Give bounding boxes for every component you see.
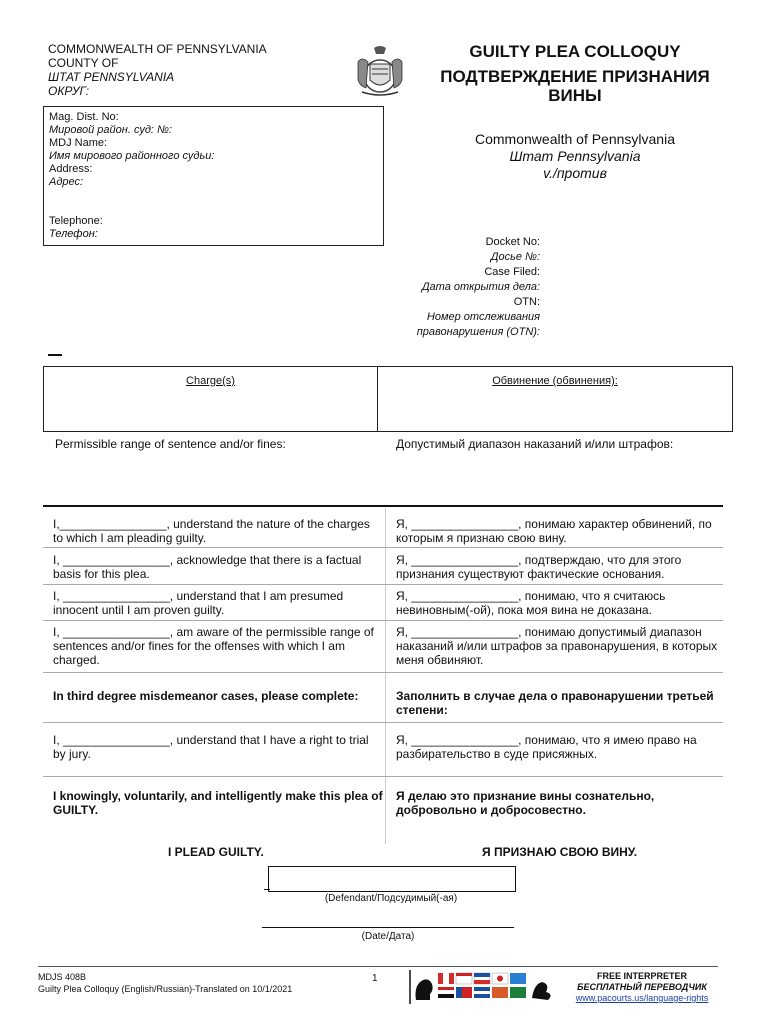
statement-charges-ru[interactable]: Я, ________________, понимаю характер обвинений, по которым я признаю свою вину. <box>396 517 712 545</box>
address-label-ru: Адрес: <box>49 176 84 188</box>
misdemeanor-heading-ru: Заполнить в случае дела о правонарушении третьей степени: <box>396 689 714 717</box>
otn-label-ru-1: Номер отслеживания <box>426 311 540 323</box>
statement-knowingly: I knowingly, voluntarily, and intelligently make this plea of GUILTY. <box>53 789 383 817</box>
form-id: MDJS 408B <box>38 972 87 982</box>
section-rule <box>43 505 723 507</box>
telephone-label: Telephone: <box>49 215 103 227</box>
mag-dist-label: Mag. Dist. No: <box>49 111 119 123</box>
row-separator <box>43 584 723 585</box>
form-footer <box>38 971 292 995</box>
permissible-range-label-ru: Допустимый диапазон наказаний и/или штрафов: <box>396 437 674 451</box>
caption-commonwealth-ru: Штат Pennsylvania <box>509 148 641 164</box>
county-label: COUNTY OF <box>48 56 119 70</box>
mdj-name-label: MDJ Name: <box>49 137 108 149</box>
permissible-range-label: Permissible range of sentence and/or fines: <box>55 437 286 451</box>
court-header <box>48 42 267 98</box>
row-separator <box>43 672 723 673</box>
otn-label: OTN: <box>513 296 540 308</box>
county-label-ru: ОКРУГ: <box>48 84 90 98</box>
case-filed-label: Case Filed: <box>484 266 540 278</box>
statement-jury-trial[interactable]: I, ________________, understand that I have a right to trial by jury. <box>53 733 369 761</box>
page-number: 1 <box>372 973 378 984</box>
statement-presumed-innocent-ru[interactable]: Я, ________________, понимаю, что я считаюсь невиновным(-ой), пока моя вина не доказана. <box>396 589 666 617</box>
interpreter-flags-icon <box>408 970 562 1004</box>
magisterial-district-box[interactable] <box>43 106 384 246</box>
case-caption <box>420 131 730 182</box>
statement-factual-basis-ru[interactable]: Я, ________________, подтверждаю, что для этого признания существуют фактические основания. <box>396 553 682 581</box>
docket-info <box>380 235 540 340</box>
interpreter-label: FREE INTERPRETER <box>596 971 687 981</box>
row-separator <box>43 620 723 621</box>
defendant-signature-field[interactable] <box>268 866 516 892</box>
statement-permissible-range-ru[interactable]: Я, ________________, понимаю допустимый диапазон наказаний и/или штрафов за правонарушения, в которых меня обвиняют. <box>396 625 718 667</box>
title-en: GUILTY PLEA COLLOQUY <box>469 42 681 61</box>
misdemeanor-heading: In third degree misdemeanor cases, please complete: <box>53 689 359 703</box>
statement-permissible-range[interactable]: I, ________________, am aware of the permissible range of sentences and/or fines for the offenses with which I am charged. <box>53 625 374 667</box>
defendant-signature-label: (Defendant/Подсудимый(-ая) <box>324 893 458 904</box>
commonwealth-label-ru: ШТАТ PENNSYLVANIA <box>48 70 175 84</box>
charges-header: Charge(s) <box>186 375 235 387</box>
statement-charges[interactable]: I,________________, understand the nature of the charges to which I am pleading guilty. <box>53 517 370 545</box>
telephone-label-ru: Телефон: <box>49 228 98 240</box>
column-divider <box>385 508 386 844</box>
row-separator <box>43 722 723 723</box>
otn-label-ru-2: правонарушения (OTN): <box>416 326 540 338</box>
docket-label-ru: Досье №: <box>490 251 540 263</box>
case-filed-label-ru: Дата открытия дела: <box>421 281 540 293</box>
statement-jury-trial-ru[interactable]: Я, ________________, понимаю, что я имею право на разбирательство в суде присяжных. <box>396 733 697 761</box>
statement-factual-basis[interactable]: I, ________________, acknowledge that there is a factual basis for this plea. <box>53 553 362 581</box>
caption-commonwealth: Commonwealth of Pennsylvania <box>475 131 675 147</box>
date-field[interactable] <box>262 927 514 928</box>
plead-guilty-text: I PLEAD GUILTY. <box>168 845 264 859</box>
statement-knowingly-ru: Я делаю это признание вины сознательно, добровольно и добросовестно. <box>396 789 655 817</box>
form-title <box>420 42 730 105</box>
mag-dist-label-ru: Мировой район. суд: №: <box>49 124 172 136</box>
title-ru-line2: ВИНЫ <box>548 86 602 105</box>
title-ru-line1: ПОДТВЕРЖДЕНИЕ ПРИЗНАНИЯ <box>440 67 710 86</box>
docket-label: Docket No: <box>485 236 540 248</box>
charges-box[interactable] <box>43 366 733 432</box>
footer-rule <box>38 966 718 967</box>
date-label: (Date/Дата) <box>361 931 415 942</box>
charges-header-ru: Обвинение (обвинения): <box>492 375 618 387</box>
row-separator <box>43 547 723 548</box>
row-separator <box>43 776 723 777</box>
mdj-name-label-ru: Имя мирового районного судьи: <box>49 150 215 162</box>
form-description: Guilty Plea Colloquy (English/Russian)-Translated on 10/1/2021 <box>38 984 293 994</box>
interpreter-label-ru: БЕСПЛАТНЫЙ ПЕРЕВОДЧИК <box>577 982 707 992</box>
commonwealth-label: COMMONWEALTH OF PENNSYLVANIA <box>48 42 267 56</box>
pennsylvania-seal-icon <box>348 42 412 98</box>
free-interpreter-notice <box>556 971 728 1004</box>
divider-dash <box>48 354 62 356</box>
statement-presumed-innocent[interactable]: I, ________________, understand that I am presumed innocent until I am proven guilty. <box>53 589 344 617</box>
address-label: Address: <box>49 163 93 175</box>
caption-versus: v./против <box>543 165 607 181</box>
language-rights-link[interactable]: www.pacourts.us/language-rights <box>575 993 709 1003</box>
plead-guilty-text-ru: Я ПРИЗНАЮ СВОЮ ВИНУ. <box>482 845 638 859</box>
